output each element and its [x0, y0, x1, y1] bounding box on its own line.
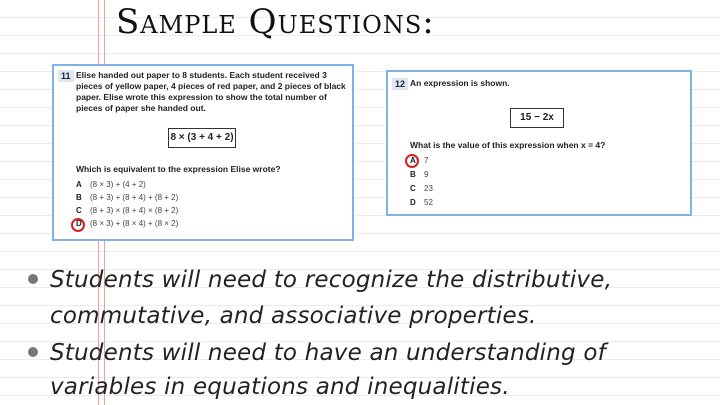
answer-choice	[410, 198, 433, 207]
choice-letter: B	[76, 193, 82, 202]
bullet-line: Students will need to recognize the distributive,	[50, 267, 613, 293]
question-text: Elise handed out paper to 8 students. Each student received 3 pieces of yellow paper, 4 pieces of red paper, and 2 pieces of black paper. Elise wrote this expression to show the total number of pieces of paper she handed out.	[76, 70, 346, 113]
choice-text: 9	[424, 170, 429, 179]
question-prompt: Which is equivalent to the expression Elise wrote?	[76, 164, 281, 174]
choice-letter: A	[410, 156, 416, 165]
choice-text: (8 + 3) + (8 + 4) + (8 + 2)	[90, 193, 179, 202]
choice-letter: D	[76, 219, 82, 228]
question-12-card	[386, 70, 692, 216]
answer-circle-mark	[71, 218, 85, 232]
bullet-line: variables in equations and inequalities.	[50, 374, 510, 400]
answer-choice	[410, 184, 433, 193]
answer-circle-mark	[405, 154, 419, 168]
question-number: 11	[58, 70, 74, 82]
bullet-line: commutative, and associative properties.	[50, 303, 537, 329]
question-number: 12	[392, 78, 408, 90]
choice-letter: C	[76, 206, 82, 215]
choice-text: (8 × 3) + (8 × 4) + (8 × 2)	[90, 219, 179, 228]
choice-letter: C	[410, 184, 416, 193]
question-prompt: What is the value of this expression when x = 4?	[410, 140, 606, 150]
choice-text: (8 + 3) × (8 + 4) × (8 + 2)	[90, 206, 179, 215]
answer-choice	[76, 193, 178, 202]
bullet-icon	[28, 274, 38, 284]
choice-text: 23	[424, 184, 433, 193]
bullet-line: Students will need to have an understanding of	[50, 340, 606, 366]
answer-choice	[410, 170, 428, 179]
question-11-card	[52, 64, 354, 241]
choice-text: 52	[424, 198, 433, 207]
choice-letter: D	[410, 198, 416, 207]
answer-choice	[76, 206, 178, 215]
choice-text: (8 × 3) + (4 + 2)	[90, 180, 146, 189]
choice-letter: A	[76, 180, 82, 189]
bullet-icon	[28, 347, 38, 357]
choice-text: 7	[424, 156, 429, 165]
answer-choice	[76, 180, 146, 189]
question-text: An expression is shown.	[410, 78, 510, 88]
expression-box: 15 − 2x	[510, 108, 564, 128]
choice-letter: B	[410, 170, 416, 179]
slide-title: Sample Questions:	[116, 2, 435, 42]
expression-box: 8 × (3 + 4 + 2)	[168, 128, 236, 148]
answer-choice	[76, 219, 178, 228]
